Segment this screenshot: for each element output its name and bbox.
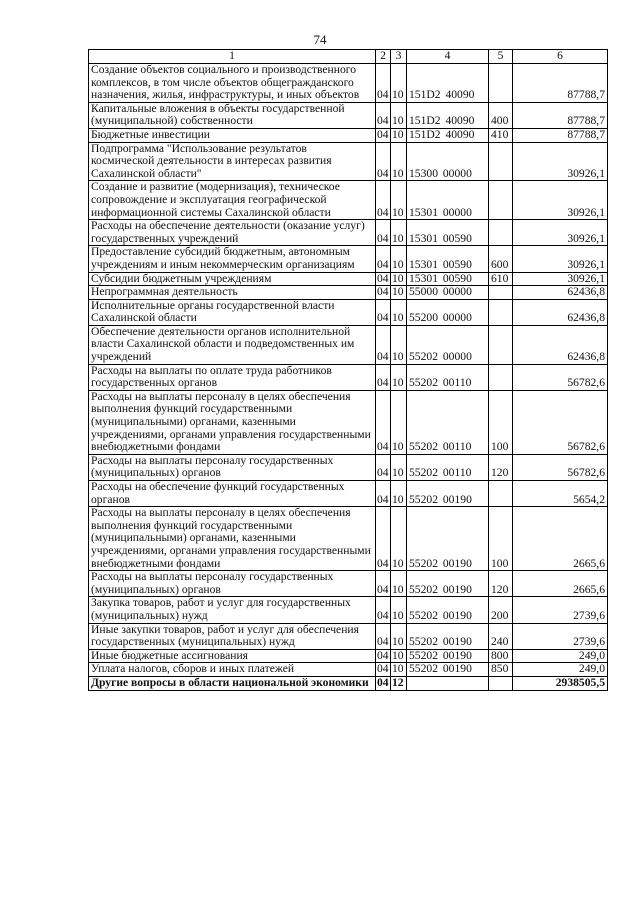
target-article-cell: 55202 00190 <box>407 597 489 623</box>
expense-type-cell: 600 <box>489 246 513 272</box>
amount-cell: 87788,7 <box>513 128 608 142</box>
target-article-cell: 55202 00190 <box>407 649 489 663</box>
amount-cell: 249,0 <box>513 649 608 663</box>
amount-cell: 56782,6 <box>513 364 608 390</box>
row-name-cell: Бюджетные инвестиции <box>89 128 376 142</box>
section-code-cell: 04 <box>377 676 389 689</box>
subsection-code-cell: 10 <box>391 142 407 181</box>
amount-cell: 5654,2 <box>513 481 608 507</box>
table-row <box>89 102 608 128</box>
section-code-cell: 04 <box>376 220 391 246</box>
row-name-cell: Создание и развитие (модернизация), техническое сопровождение и эксплуатация географической информационной системы Сахалинской области <box>89 181 376 220</box>
section-code-cell: 04 <box>376 364 391 390</box>
target-article-cell: 55202 00190 <box>407 481 489 507</box>
expense-type-cell: 610 <box>489 272 513 286</box>
subsection-code-cell: 10 <box>391 64 407 103</box>
amount-cell: 62436,8 <box>513 286 608 300</box>
amount-cell: 2739,6 <box>513 597 608 623</box>
table-row <box>89 325 608 364</box>
expense-type-cell <box>489 220 513 246</box>
row-name-cell: Обеспечение деятельности органов исполнительной власти Сахалинской области и подведомственных им учреждений <box>89 325 376 364</box>
target-article-cell: 55202 00110 <box>407 454 489 480</box>
table-row <box>89 597 608 623</box>
row-name-cell: Непрограммная деятельность <box>89 286 376 300</box>
target-article-cell: 15301 00590 <box>407 220 489 246</box>
section-code-cell: 04 <box>376 181 391 220</box>
amount-cell: 2938505,5 <box>513 676 608 690</box>
target-article-cell: 55202 00000 <box>407 325 489 364</box>
row-name-cell: Подпрограмма "Использование результатов космической деятельности в интересах развития Сахалинской области" <box>89 142 376 181</box>
row-name-cell: Субсидии бюджетным учреждениям <box>89 272 376 286</box>
table-row <box>89 390 608 454</box>
row-name-cell: Уплата налогов, сборов и иных платежей <box>89 663 376 677</box>
target-article-cell: 55202 00190 <box>407 663 489 677</box>
amount-cell: 30926,1 <box>513 142 608 181</box>
table-row <box>89 663 608 677</box>
target-article-cell: 151D2 40090 <box>407 102 489 128</box>
table-row <box>89 246 608 272</box>
row-name-cell: Расходы на выплаты персоналу в целях обеспечения выполнения функций государственными (муниципальными) органами, казенными учреждениями, органами управления государственными внебюджетными фондами <box>89 390 376 454</box>
subsection-code-cell: 10 <box>391 364 407 390</box>
table-row <box>89 649 608 663</box>
table-row <box>89 623 608 649</box>
table-row <box>89 286 608 300</box>
table-row <box>89 507 608 571</box>
target-article-cell: 15301 00590 <box>407 272 489 286</box>
row-name-cell: Расходы на выплаты персоналу в целях обеспечения выполнения функций государственными (муниципальными) органами, казенными учреждениями, органами управления государственными внебюджетными фондами <box>89 507 376 571</box>
subsection-code-cell: 10 <box>391 102 407 128</box>
target-article-cell: 55202 00190 <box>407 623 489 649</box>
amount-cell: 30926,1 <box>513 220 608 246</box>
subsection-code-cell: 10 <box>391 571 407 597</box>
row-name-cell: Иные закупки товаров, работ и услуг для обеспечения государственных (муниципальных) нужд <box>89 623 376 649</box>
expense-type-cell <box>489 481 513 507</box>
row-name-cell: Расходы на обеспечение деятельности (оказание услуг) государственных учреждений <box>89 220 376 246</box>
amount-cell: 87788,7 <box>513 64 608 103</box>
target-article-cell: 151D2 40090 <box>407 64 489 103</box>
subsection-code-cell: 10 <box>391 286 407 300</box>
row-name-cell: Предоставление субсидий бюджетным, автономным учреждениям и иным некоммерческим организациям <box>89 246 376 272</box>
expense-type-cell <box>489 142 513 181</box>
target-article-cell: 15301 00590 <box>407 246 489 272</box>
section-code-cell: 04 <box>376 597 391 623</box>
row-name-cell: Капитальные вложения в объекты государственной (муниципальной) собственности <box>89 102 376 128</box>
section-code-cell: 04 <box>376 623 391 649</box>
section-code-cell: 04 <box>376 454 391 480</box>
row-name-cell: Расходы на выплаты персоналу государственных (муниципальных) органов <box>89 454 376 480</box>
amount-cell: 249,0 <box>513 663 608 677</box>
section-code-cell: 04 <box>376 102 391 128</box>
subsection-code-cell: 10 <box>391 246 407 272</box>
table-row <box>89 64 608 103</box>
section-code-cell: 04 <box>376 507 391 571</box>
target-article-cell: 55200 00000 <box>407 299 489 325</box>
table-body <box>89 64 608 691</box>
section-code-cell: 04 <box>376 142 391 181</box>
section-code-cell: 04 <box>376 325 391 364</box>
subsection-code-cell: 10 <box>391 299 407 325</box>
row-name-cell: Другие вопросы в области национальной экономики <box>89 676 376 690</box>
header-col-4: 4 <box>407 50 489 64</box>
section-code-cell: 04 <box>377 285 389 299</box>
target-article-cell: 15301 00000 <box>407 181 489 220</box>
amount-cell: 30926,1 <box>513 272 608 286</box>
subsection-code-cell: 10 <box>391 181 407 220</box>
expense-type-cell: 400 <box>489 102 513 128</box>
table-row <box>89 181 608 220</box>
subsection-code-cell: 10 <box>391 623 407 649</box>
expense-type-cell <box>489 181 513 220</box>
expense-type-cell: 100 <box>489 507 513 571</box>
expense-type-cell: 100 <box>489 390 513 454</box>
section-code-cell: 04 <box>377 649 389 662</box>
expense-type-cell: 800 <box>489 649 513 663</box>
target-article-cell: 15300 00000 <box>407 142 489 181</box>
target-article-cell <box>407 676 489 690</box>
section-code-cell: 04 <box>376 64 391 103</box>
subsection-code-cell: 10 <box>391 649 407 663</box>
row-name-cell: Расходы на выплаты персоналу государственных (муниципальных) органов <box>89 571 376 597</box>
amount-cell: 62436,8 <box>513 325 608 364</box>
subsection-code-cell: 10 <box>391 325 407 364</box>
subsection-code-cell: 10 <box>391 481 407 507</box>
expense-type-cell: 410 <box>489 128 513 142</box>
section-code-cell: 04 <box>376 246 391 272</box>
amount-cell: 56782,6 <box>513 454 608 480</box>
row-name-cell: Закупка товаров, работ и услуг для государственных (муниципальных) нужд <box>89 597 376 623</box>
table-row <box>89 272 608 286</box>
subsection-code-cell: 10 <box>391 507 407 571</box>
expense-type-cell: 850 <box>489 663 513 677</box>
table-row <box>89 364 608 390</box>
expense-type-cell <box>489 286 513 300</box>
expense-type-cell: 120 <box>489 571 513 597</box>
target-article-cell: 55202 00190 <box>407 571 489 597</box>
amount-cell: 2665,6 <box>513 507 608 571</box>
subsection-code-cell: 10 <box>391 663 407 677</box>
table-row <box>89 142 608 181</box>
section-code-cell: 04 <box>377 662 389 676</box>
table-row <box>89 571 608 597</box>
table-row <box>89 128 608 142</box>
target-article-cell: 55000 00000 <box>407 286 489 300</box>
section-code-cell: 04 <box>376 571 391 597</box>
amount-cell: 2739,6 <box>513 623 608 649</box>
subsection-code-cell: 10 <box>391 128 407 142</box>
target-article-cell: 55202 00110 <box>407 364 489 390</box>
section-code-cell: 04 <box>377 272 389 285</box>
section-code-cell: 04 <box>376 390 391 454</box>
subsection-code-cell: 10 <box>391 220 407 246</box>
row-name-cell: Исполнительные органы государственной власти Сахалинской области <box>89 299 376 325</box>
row-name-cell: Расходы на обеспечение функций государственных органов <box>89 481 376 507</box>
page-number: 74 <box>313 32 327 47</box>
table-row <box>89 454 608 480</box>
row-name-cell: Создание объектов социального и производственного комплексов, в том числе объектов общегражданского назначения, жилья, инфраструктуры, и иных объектов <box>89 64 376 103</box>
amount-cell: 62436,8 <box>513 299 608 325</box>
target-article-cell: 55202 00110 <box>407 390 489 454</box>
expense-type-cell: 240 <box>489 623 513 649</box>
expense-type-cell <box>489 64 513 103</box>
amount-cell: 87788,7 <box>513 102 608 128</box>
expense-type-cell <box>489 676 513 690</box>
section-code-cell: 04 <box>376 299 391 325</box>
amount-cell: 2665,6 <box>513 571 608 597</box>
expense-type-cell: 200 <box>489 597 513 623</box>
subsection-code-cell: 10 <box>391 390 407 454</box>
header-row <box>89 50 608 64</box>
header-col-2: 2 <box>376 50 391 64</box>
amount-cell: 30926,1 <box>513 246 608 272</box>
subsection-code-cell: 10 <box>391 454 407 480</box>
subsection-code-cell: 12 <box>391 676 407 690</box>
section-code-cell: 04 <box>377 128 389 141</box>
header-col-3: 3 <box>391 50 407 64</box>
target-article-cell: 151D2 40090 <box>407 128 489 142</box>
row-name-cell: Расходы на выплаты по оплате труда работников государственных органов <box>89 364 376 390</box>
row-name-cell: Иные бюджетные ассигнования <box>89 649 376 663</box>
amount-cell: 30926,1 <box>513 181 608 220</box>
header-col-6: 6 <box>513 50 608 64</box>
table-row <box>89 220 608 246</box>
section-code-cell: 04 <box>376 481 391 507</box>
target-article-cell: 55202 00190 <box>407 507 489 571</box>
expense-type-cell <box>489 364 513 390</box>
amount-cell: 56782,6 <box>513 390 608 454</box>
expense-type-cell: 120 <box>489 454 513 480</box>
table-row <box>89 481 608 507</box>
expense-type-cell <box>489 325 513 364</box>
header-col-1: 1 <box>89 50 376 64</box>
table-row <box>89 676 608 690</box>
table-header <box>89 50 608 64</box>
subsection-code-cell: 10 <box>391 597 407 623</box>
budget-table <box>88 49 608 691</box>
header-col-5: 5 <box>489 50 513 64</box>
subsection-code-cell: 10 <box>391 272 407 286</box>
table-row <box>89 299 608 325</box>
expense-type-cell <box>489 299 513 325</box>
